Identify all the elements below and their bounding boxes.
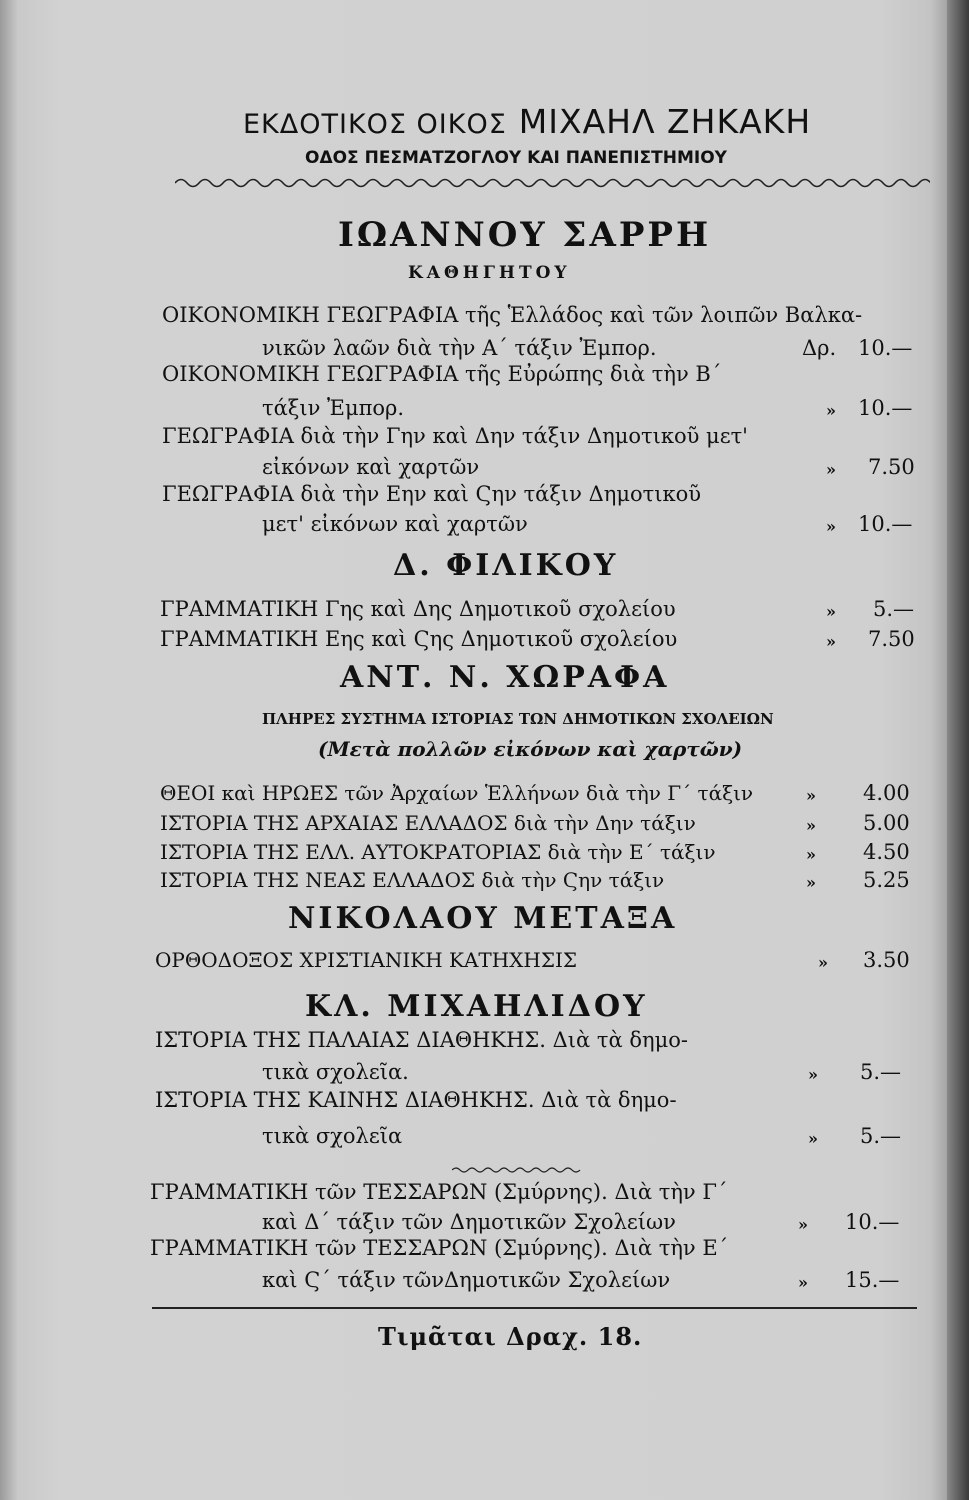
book-line: ΙΣΤΟΡΙΑ ΤΗΣ ΑΡΧΑΙΑΣ ΕΛΛΑΔΟΣ διὰ τὴν Δην τάξιν	[160, 811, 696, 835]
author-heading-michailidou: ΚΛ. ΜΙΧΑΗΛΙΔΟΥ	[305, 989, 648, 1024]
author-title: ΚΑΘΗΓΗΤΟΥ	[408, 263, 571, 283]
ditto-mark: »	[808, 1065, 818, 1084]
author-heading-metaxa: ΝΙΚΟΛΑΟΥ ΜΕΤΑΞΑ	[288, 901, 678, 936]
author-heading-sarri: ΙΩΑΝΝΟΥ ΣΑΡΡΗ	[338, 215, 712, 255]
price: 7.50	[868, 627, 915, 651]
book-line: ΓΕΩΓΡΑΦΙΑ διὰ τὴν Εην καὶ Ϛην τάξιν Δημοτικοῦ	[162, 482, 702, 506]
series-title: ΠΛΗΡΕΣ ΣΥΣΤΗΜΑ ΙΣΤΟΡΙΑΣ ΤΩΝ ΔΗΜΟΤΙΚΩΝ ΣΧΟΛΕΙΩΝ	[262, 710, 774, 728]
price: 5.—	[873, 597, 915, 621]
footer-rule	[152, 1307, 917, 1309]
book-line: ΙΣΤΟΡΙΑ ΤΗΣ ΠΑΛΑΙΑΣ ΔΙΑΘΗΚΗΣ. Διὰ τὰ δημο-	[155, 1028, 688, 1052]
book-line: ΟΙΚΟΝΟΜΙΚΗ ΓΕΩΓΡΑΦΙΑ τῆς Εὐρώπης διὰ τὴν Β΄	[162, 362, 722, 386]
book-line: ΟΙΚΟΝΟΜΙΚΗ ΓΕΩΓΡΑΦΙΑ τῆς Ἑλλάδος καὶ τῶν λοιπῶν Βαλκα-	[162, 303, 863, 327]
book-line: ΟΡΘΟΔΟΞΟΣ ΧΡΙΣΤΙΑΝΙΚΗ ΚΑΤΗΧΗΣΙΣ	[155, 948, 578, 972]
book-line: καὶ Ϛ΄ τάξιν τῶνΔημοτικῶν Σχολείων	[262, 1268, 671, 1292]
page-edge	[947, 0, 969, 1500]
author-heading-chorafa: ΑΝΤ. Ν. ΧΩΡΑΦΑ	[340, 660, 670, 695]
book-line: νικῶν λαῶν διὰ τὴν Α΄ τάξιν Ἐμπορ.	[262, 336, 657, 360]
ditto-mark: »	[806, 873, 816, 892]
price: 10.—	[858, 396, 913, 420]
book-line: ΘΕΟΙ καὶ ΗΡΩΕΣ τῶν Ἀρχαίων Ἑλλήνων διὰ τὴν Γ΄ τάξιν	[160, 781, 754, 805]
ditto-mark: »	[826, 602, 836, 621]
short-wavy-rule	[452, 1166, 582, 1174]
book-line: τικὰ σχολεῖα.	[262, 1060, 409, 1084]
author-heading-filikou: Δ. ΦΙΛΙΚΟΥ	[393, 548, 619, 583]
ditto-mark: »	[818, 953, 828, 972]
price: 7.50	[868, 455, 915, 479]
book-line: ΓΡΑΜΜΑΤΙΚΗ Γης καὶ Δης Δημοτικοῦ σχολείου	[160, 597, 676, 621]
book-line: τάξιν Ἐμπορ.	[262, 396, 405, 420]
ditto-mark: »	[826, 517, 836, 536]
ditto-mark: »	[806, 845, 816, 864]
ditto-mark: »	[806, 786, 816, 805]
wavy-divider	[175, 176, 930, 190]
price: 4.00	[863, 781, 910, 805]
ditto-mark: »	[798, 1215, 808, 1234]
price: 5.—	[860, 1124, 902, 1148]
book-line: ΓΡΑΜΜΑΤΙΚΗ τῶν ΤΕΣΣΑΡΩΝ (Σμύρνης). Διὰ τὴν Ε΄	[150, 1236, 729, 1260]
ditto-mark: »	[808, 1129, 818, 1148]
ditto-mark: »	[798, 1273, 808, 1292]
price: 5.00	[863, 811, 910, 835]
series-note: (Μετὰ πολλῶν εἰκόνων καὶ χαρτῶν)	[318, 737, 743, 761]
price: 10.—	[845, 1210, 900, 1234]
publisher-address: ΟΔΟΣ ΠΕΣΜΑΤΖΟΓΛΟΥ ΚΑΙ ΠΑΝΕΠΙΣΤΗΜΙΟΥ	[305, 148, 727, 168]
price-footer: Τιμᾶται Δραχ. 18.	[378, 1322, 643, 1351]
book-line: τικὰ σχολεῖα	[262, 1124, 403, 1148]
ditto-mark: »	[806, 816, 816, 835]
book-line: ΓΡΑΜΜΑΤΙΚΗ Εης καὶ Ϛης Δημοτικοῦ σχολείου	[160, 627, 678, 651]
book-line: μετ' εἰκόνων καὶ χαρτῶν	[262, 512, 528, 536]
price: 15.—	[845, 1268, 900, 1292]
book-line: ΙΣΤΟΡΙΑ ΤΗΣ ΕΛΛ. ΑΥΤΟΚΡΑΤΟΡΙΑΣ διὰ τὴν Ε΄ τάξιν	[160, 840, 716, 864]
ditto-mark: »	[826, 632, 836, 651]
price-currency: Δρ.	[802, 336, 837, 360]
book-line: ΓΡΑΜΜΑΤΙΚΗ τῶν ΤΕΣΣΑΡΩΝ (Σμύρνης). Διὰ τὴν Γ΄	[150, 1180, 728, 1204]
price: 10.—	[858, 336, 913, 360]
price: 3.50	[863, 948, 910, 972]
book-line: εἰκόνων καὶ χαρτῶν	[262, 455, 480, 479]
price: 10.—	[858, 512, 913, 536]
ditto-mark: »	[826, 401, 836, 420]
ditto-mark: »	[826, 460, 836, 479]
price: 5.—	[860, 1060, 902, 1084]
price: 5.25	[863, 868, 910, 892]
book-line: καὶ Δ΄ τάξιν τῶν Δημοτικῶν Σχολείων	[262, 1210, 676, 1234]
publisher-prefix: ΕΚΔΟΤΙΚΟΣ ΟΙΚΟΣ	[243, 109, 507, 140]
book-line: ΙΣΤΟΡΙΑ ΤΗΣ ΚΑΙΝΗΣ ΔΙΑΘΗΚΗΣ. Διὰ τὰ δημο-	[155, 1088, 677, 1112]
publisher-name: ΜΙΧΑΗΛ ΖΗΚΑΚΗ	[518, 102, 812, 141]
publisher-heading	[243, 102, 811, 141]
book-line: ΓΕΩΓΡΑΦΙΑ διὰ τὴν Γην καὶ Δην τάξιν Δημοτικοῦ μετ'	[162, 424, 748, 448]
book-line: ΙΣΤΟΡΙΑ ΤΗΣ ΝΕΑΣ ΕΛΛΑΔΟΣ διὰ τὴν Ϛην τάξιν	[160, 868, 665, 892]
price: 4.50	[863, 840, 910, 864]
